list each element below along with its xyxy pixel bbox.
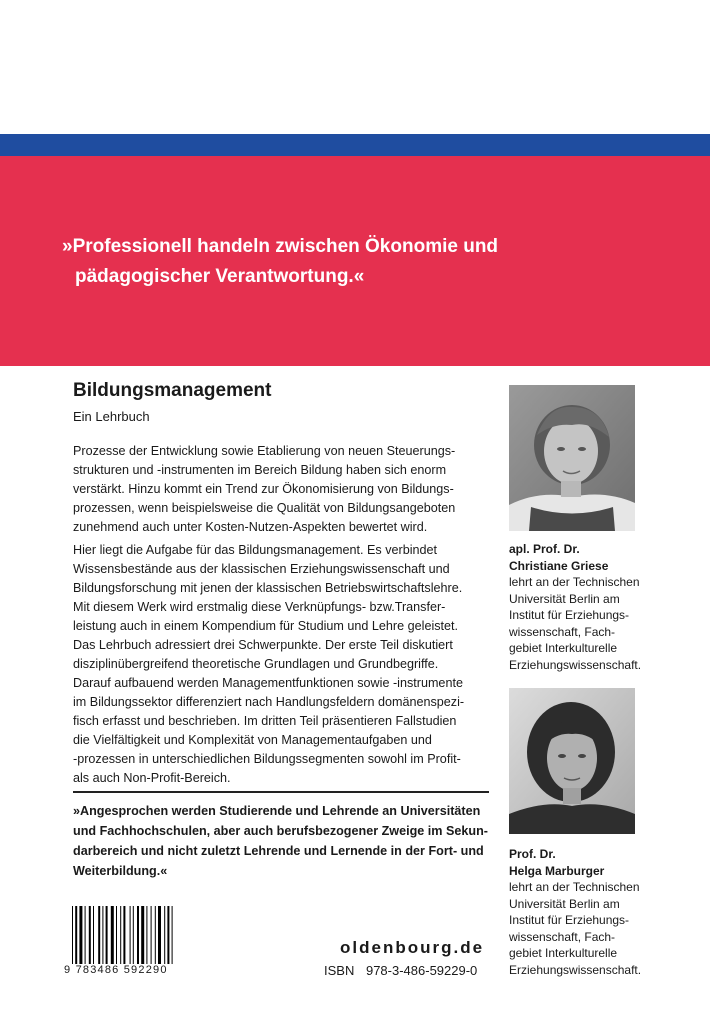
text-line: verstärkt. Hinzu kommt ein Trend zur Ökonomisierung von Bildungs- [73,482,454,496]
text-line: -prozessen in unterschiedlichen Bildungssegmenten sowohl im Profit- [73,752,461,766]
text-line: prozessen, wenn beispielsweise die Qualität von Bildungsangeboten [73,501,456,515]
text-line: Prozesse der Entwicklung sowie Etablierung von neuen Steuerungs- [73,444,456,458]
text-line: disziplinübergreifend theoretische Grundlagen und Grundbegriffe. [73,657,439,671]
description-paragraph-3 [73,636,513,788]
author-photo-griese [509,385,635,531]
tagline-line-2: pädagogischer Verantwortung.« [75,266,365,287]
text-line: Hier liegt die Aufgabe für das Bildungsmanagement. Es verbindet [73,543,438,557]
barcode-bar [120,906,121,964]
text-line: Darauf aufbauend werden Managementfunktionen sowie -instrumente [73,676,463,690]
text-line: Das Lehrbuch adressiert drei Schwerpunkte. Der erste Teil diskutiert [73,638,453,652]
barcode-bar [75,906,77,964]
bio-line: Erziehungswissenschaft. [509,657,642,672]
text-line: leistung auch in einem Kompendium für Studium und Lehre geleistet. [73,619,459,633]
author-name: Christiane Griese [509,558,609,573]
bio-line: Institut für Erziehungs- [509,608,630,622]
barcode-bar [158,906,161,964]
barcode-bar [167,906,169,964]
barcode-bar [98,906,100,964]
barcode-bar [102,906,103,964]
top-blue-band [0,134,710,156]
author-bio-marburger [509,846,699,978]
text-line: strukturen und -instrumenten im Bereich Bildung haben sich enorm [73,463,447,477]
barcode-bar [155,906,156,964]
divider-rule [73,791,489,793]
barcode-bar [172,906,173,964]
barcode-number: 9 783486 592290 [64,964,168,976]
text-line: »Angesprochen werden Studierende und Lehrende an Universitäten [73,804,481,818]
bio-line: gebiet Interkulturelle [509,946,618,960]
isbn-value: 978-3-486-59229-0 [365,963,478,978]
barcode-bar [72,906,73,964]
barcode-bar [93,906,94,964]
bio-line: lehrt an der Technischen [509,880,640,894]
barcode-bar [116,906,117,964]
description-paragraph-2 [73,541,513,636]
text-line: Mit diesem Werk wird erstmalig diese Verknüpfungs- bzw.Transfer- [73,600,446,614]
publisher-url: oldenbourg.de [340,938,485,957]
bio-line: Erziehungswissenschaft. [509,962,642,977]
barcode-bar [111,906,114,964]
text-line: Bildungsforschung mit jenen der klassischen Betriebswirtschaftslehre. [73,581,463,595]
author-photo-marburger [509,688,635,834]
barcode [70,906,204,964]
barcode-bar [146,906,147,964]
description-paragraph-1 [73,442,513,537]
author-bio-griese [509,541,699,673]
isbn-label: ISBN [324,963,355,978]
barcode-bar [133,906,134,964]
text-line: als auch Non-Profit-Bereich. [73,771,231,785]
barcode-bar [85,906,86,964]
text-line: darbereich und nicht zuletzt Lehrende und Lernende in der Fort- und [73,844,484,858]
audience-quote [73,801,513,881]
bio-line: wissenschaft, Fach- [509,929,616,944]
author-title: Prof. Dr. [509,847,556,861]
text-line: und Fachhochschulen, aber auch berufsbezogener Zweige im Sekun- [73,824,488,838]
barcode-bar [106,906,108,964]
text-line: zunehmend auch unter Kosten-Nutzen-Aspekten bewertet wird. [73,520,428,534]
isbn [324,963,477,978]
barcode-bar [141,906,144,964]
book-title: Bildungsmanagement [73,380,272,401]
bio-line: wissenschaft, Fach- [509,624,616,639]
barcode-bar [137,906,139,964]
text-line: die Vielfältigkeit und Komplexität von Managementaufgaben und [73,733,432,747]
barcode-bar [79,906,82,964]
text-line: Weiterbildung.« [73,864,168,878]
barcode-bar [130,906,131,964]
barcode-bar [89,906,91,964]
barcode-bar [151,906,152,964]
text-line: fisch erfasst und beschrieben. Im dritten Teil präsentieren Fallstudien [73,714,457,728]
bio-line: gebiet Interkulturelle [509,641,618,655]
barcode-bar [164,906,165,964]
tagline [62,232,582,292]
text-line: Wissensbestände aus der klassischen Erziehungswissenschaft und [73,562,450,576]
tagline-line-1: »Professionell handeln zwischen Ökonomie und [62,236,499,257]
barcode-bar [123,906,125,964]
book-subtitle: Ein Lehrbuch [73,409,150,424]
bio-line: Universität Berlin am [509,896,620,911]
bio-line: Universität Berlin am [509,591,620,606]
bio-line: lehrt an der Technischen [509,575,640,589]
author-name: Helga Marburger [509,863,605,878]
text-line: im Bildungssektor differenziert nach Handlungsfeldern domänenspezi- [73,695,465,709]
author-title: apl. Prof. Dr. [509,542,580,556]
bio-line: Institut für Erziehungs- [509,913,630,927]
